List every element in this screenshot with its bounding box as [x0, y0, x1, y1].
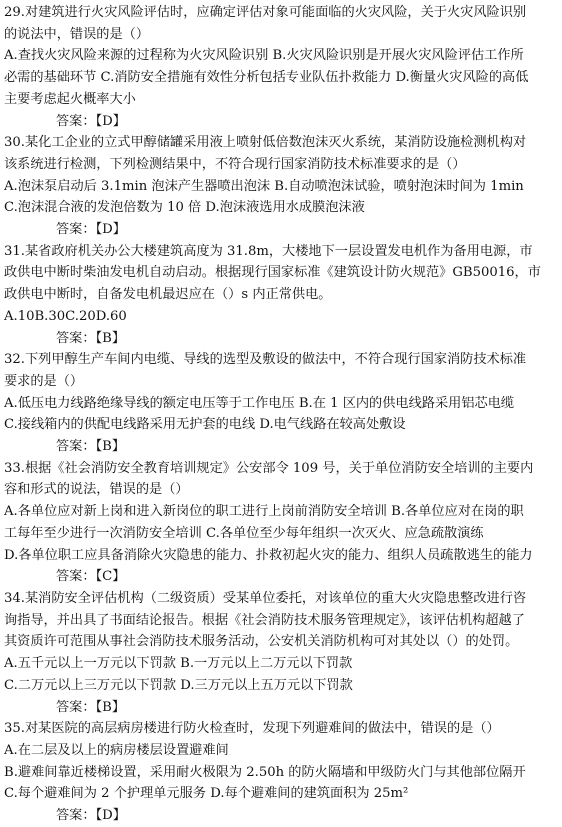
question-block [4, 458, 558, 588]
question-stem: 32.下列甲醇生产车间内电缆、导线的选型及敷设的做法中，不符合现行国家消防技术标准 [4, 352, 527, 368]
answer-text: 答案：【C】 [56, 569, 126, 585]
answer-text: 答案：【D】 [56, 222, 126, 238]
question-text-line: 主要考虑起火概率大小 [4, 91, 136, 107]
question-block [4, 718, 558, 827]
question-block [4, 588, 558, 718]
question-text-line: A.查找火灾风险来源的过程称为火灾风险识别 B.火灾风险识别是开展火灾风险评估工作所 [4, 48, 524, 64]
answer-text: 答案：【B】 [56, 330, 126, 346]
question-stem: 31.某省政府机关办公大楼建筑高度为 31.8m，大楼地下一层设置发电机作为备用电源，市 [4, 243, 533, 259]
question-text-line: A.在二层及以上的病房楼层设置避难间 [4, 742, 229, 758]
question-text-line: A.各单位应对新上岗和进入新岗位的职工进行上岗前消防安全培训 B.各单位应对在岗的职 [4, 504, 524, 520]
question-block [4, 241, 558, 350]
question-text-line: A.五千元以上一万元以下罚款 B.一万元以上二万元以下罚款 [4, 656, 353, 672]
question-stem: 34.某消防安全评估机构（二级资质）受某单位委托，对该单位的重大火灾隐患整改进行咨 [4, 590, 527, 606]
question-text-line: 政供电中断时，自备发电机最迟应在（）s 内正常供电。 [4, 287, 332, 303]
question-text-line: C.接线箱内的供配电线路采用无护套的电线 D.电气线路在较高处敷设 [4, 417, 406, 433]
answer-text: 答案：【B】 [56, 699, 126, 715]
question-text-line: 询指导，并出具了书面结论报告。根据《社会消防技术服务管理规定》，该评估机构超越了 [4, 612, 525, 628]
question-text-line: 其资质许可范围从事社会消防技术服务活动，公安机关消防机构可对其处以（）的处罚。 [4, 634, 519, 650]
answer-line [4, 805, 558, 827]
question-text-line: 必需的基础环节 C.消防安全措施有效性分析包括专业队伍扑救能力 D.衡量火灾风险的高低 [4, 70, 529, 86]
question-text-line: A.10B.30C.20D.60 [4, 308, 127, 324]
question-text-line: 该系统进行检测，下列检测结果中，不符合现行国家消防技术标准要求的是（） [4, 156, 466, 172]
question-block [4, 349, 558, 458]
answer-text: 答案：【B】 [56, 439, 126, 455]
question-text-line: A.低压电力线路绝缘导线的额定电压等于工作电压 B.在 1 区内的供电线路采用铝芯电缆 [4, 395, 515, 411]
question-stem: 33.根据《社会消防安全教育培训规定》公安部令 109 号，关于单位消防安全培训的主要内 [4, 460, 534, 476]
question-text-line: A.泡沫泵启动后 3.1min 泡沫产生器喷出泡沫 B.自动喷泡沫试验，喷射泡沫时间为 1min [4, 178, 524, 194]
question-text-line: B.避难间靠近楼梯设置，采用耐火极限为 2.50h 的防火隔墙和甲级防火门与其他部位隔开 [4, 764, 526, 780]
question-text-line: 工每年至少进行一次消防安全培训 C.各单位至少每年组织一次灭火、应急疏散演练 [4, 525, 484, 541]
answer-text: 答案：【D】 [56, 113, 126, 129]
question-stem: 29.对建筑进行火灾风险评估时，应确定评估对象可能面临的火灾风险，关于火灾风险识别 [4, 5, 527, 20]
answer-line [4, 219, 558, 241]
answer-line [4, 436, 558, 458]
question-stem: 35.对某医院的高层病房楼进行防火检查时，发现下列避难间的做法中，错误的是（） [4, 721, 500, 737]
question-text-line: 要求的是（） [4, 373, 84, 389]
answer-line [4, 697, 558, 719]
question-text-line: 政供电中断时柴油发电机自动启动。根据现行国家标准《建筑设计防火规范》GB50016，市 [4, 265, 541, 281]
question-text-line: 的说法中，错误的是（） [4, 26, 150, 42]
question-text-line: 容和形式的说法，错误的是（） [4, 482, 189, 498]
question-block [4, 132, 558, 241]
answer-line [4, 111, 558, 133]
question-text-line: C.每个避难间为 2 个护理单元服务 D.每个避难间的建筑面积为 25m² [4, 786, 409, 802]
question-stem: 30.某化工企业的立式甲醇储罐采用液上喷射低倍数泡沫灭火系统，某消防设施检测机构对 [4, 135, 527, 151]
question-text-line: C.泡沫混合液的发泡倍数为 10 倍 D.泡沫液选用水成膜泡沫液 [4, 200, 365, 216]
answer-line [4, 566, 558, 588]
answer-text: 答案：【D】 [56, 808, 126, 824]
answer-line [4, 328, 558, 350]
question-block [4, 2, 558, 132]
question-text-line: C.二万元以上三万元以下罚款 D.三万元以上五万元以下罚款 [4, 677, 353, 693]
question-text-line: D.各单位职工应具备消除火灾隐患的能力、扑救初起火灾的能力、组织人员疏散逃生的能力 [4, 547, 533, 563]
